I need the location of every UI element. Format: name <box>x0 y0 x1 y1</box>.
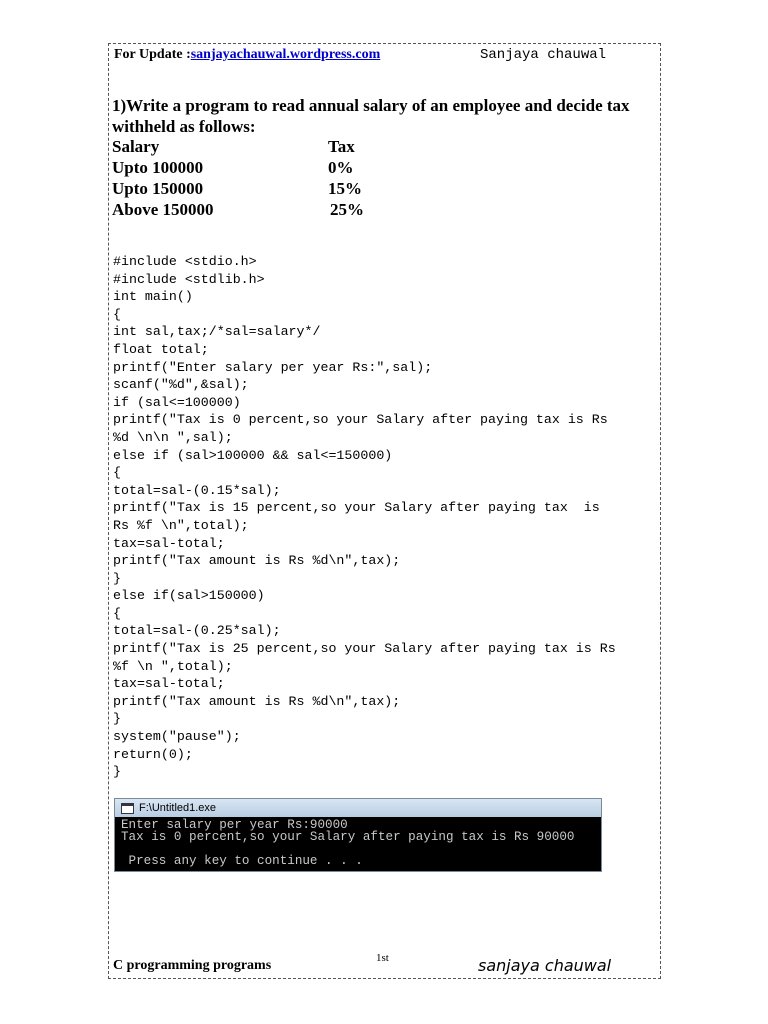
console-window <box>114 798 602 872</box>
console-title: F:\Untitled1.exe <box>139 802 217 814</box>
tax-cell: 15% <box>328 179 362 198</box>
footer-title: C programming programs <box>113 958 272 973</box>
salary-cell: Upto 150000 <box>112 179 204 198</box>
salary-header: Salary <box>112 137 160 156</box>
console-titlebar[interactable] <box>115 799 601 817</box>
salary-cell: Above 150000 <box>112 200 214 219</box>
tax-cell: 25% <box>330 200 364 219</box>
code-listing: #include <stdio.h> #include <stdlib.h> int main() { int sal,tax;/*sal=salary*/ float total; printf("Enter salary per year Rs:",sal); scanf("%d",&sal); if (sal<=100000) printf("Tax is 0 percent,so your Salary after paying tax is Rs %d \n\n ",sal); else if (sal>100000 && sal<=150000) { total=sal-(0.15*sal); printf("Tax is 15 percent,so your Salary after paying tax is Rs %f \n",total); tax=sal-total; printf("Tax amount is Rs %d\n",tax); } else if(sal>150000) { total=sal-(0.25*sal); printf("Tax is 25 percent,so your Salary after paying tax is Rs %f \n ",total); tax=sal-total; printf("Tax amount is Rs %d\n",tax); } system("pause"); return(0); } <box>113 254 616 780</box>
update-header <box>114 47 380 63</box>
question-text: 1)Write a program to read annual salary of an employee and decide tax withheld as follows: <box>112 96 630 136</box>
tax-header: Tax <box>328 137 355 156</box>
footer-author: sanjaya chauwal <box>478 956 612 975</box>
page-number: 1st <box>376 952 389 964</box>
console-window-icon <box>121 803 134 814</box>
console-output: Enter salary per year Rs:90000 Tax is 0 percent,so your Salary after paying tax is Rs 90000 Press any key to continue . . . <box>121 818 575 868</box>
salary-cell: Upto 100000 <box>112 158 204 177</box>
blog-link[interactable]: sanjayachauwal.wordpress.com <box>190 47 381 62</box>
tax-cell: 0% <box>328 158 354 177</box>
header-author: Sanjaya chauwal <box>480 47 607 63</box>
update-label: For Update : <box>114 47 191 62</box>
